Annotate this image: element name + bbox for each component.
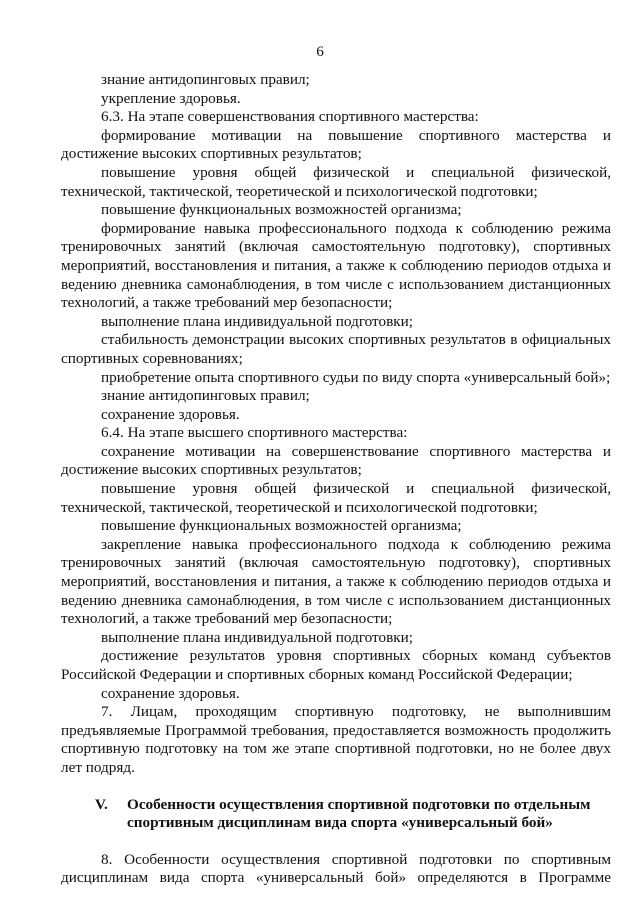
section-number: V. <box>95 795 108 813</box>
paragraph: знание антидопинговых правил; <box>101 71 310 88</box>
page-number: 6 <box>316 43 324 60</box>
paragraph: закрепление навыка профессионального подхода к соблюдению режима тренировочных занятий (включая самостоятельную подготовку), спортивных мероприятий, восстановления и питания, а также к соблюдению периодов отдыха и ведению дневника самонаблюдения, в том числе с использованием дистанционных технологий, а также требований мер безопасности; <box>61 535 611 628</box>
paragraph: повышение функциональных возможностей организма; <box>101 517 462 535</box>
paragraph: сохранение здоровья. <box>101 405 240 423</box>
paragraph: повышение уровня общей физической и специальной физической, технической, тактической, теоретической и психологической подготовки; <box>61 480 611 516</box>
paragraph: 6.3. На этапе совершенствования спортивного мастерства: <box>101 108 479 126</box>
paragraphs-before-section <box>61 71 611 778</box>
paragraph: 6.4. На этапе высшего спортивного мастерства: <box>101 424 408 442</box>
paragraph: выполнение плана индивидуальной подготовки; <box>101 312 413 330</box>
paragraph: стабильность демонстрации высоких спортивных результатов в официальных спортивных соревнованиях; <box>61 331 611 367</box>
paragraph: повышение уровня общей физической и специальной физической, технической, тактической, теоретической и психологической подготовки; <box>61 163 611 200</box>
paragraph: повышение функциональных возможностей организма; <box>101 201 462 219</box>
paragraph: 8. Особенности осуществления спортивной подготовки по спортивным дисциплинам вида спорта «универсальный бой» определяются в Программе <box>61 850 611 887</box>
paragraph: выполнение плана индивидуальной подготовки; <box>101 628 413 646</box>
paragraph: формирование навыка профессионального подхода к соблюдению режима тренировочных занятий (включая самостоятельную подготовку), спортивных мероприятий, восстановления и питания, а также к соблюдению периодов отдыха и ведению дневника самонаблюдения, в том числе с использованием дистанционных технологий, а также требований мер безопасности; <box>61 219 611 312</box>
section-heading <box>61 796 611 833</box>
paragraph: 7. Лицам, проходящим спортивную подготовку, не выполнившим предъявляемые Программой требования, предоставляется возможность продолжить спортивную подготовку на том же этапе спортивной подготовки, но не более двух лет подряд. <box>61 703 611 776</box>
paragraph: сохранение здоровья. <box>101 684 240 702</box>
paragraph: формирование мотивации на повышение спортивного мастерства и достижение высоких спортивных результатов; <box>61 126 611 163</box>
section-title-line-1: Особенности осуществления спортивной подготовки по отдельным <box>127 795 591 813</box>
section-title-line-2: спортивным дисциплинам вида спорта «универсальный бой» <box>127 814 553 832</box>
paragraph: достижение результатов уровня спортивных сборных команд субъектов Российской Федерации и спортивных сборных команд Российской Федерации; <box>61 647 611 683</box>
document-body <box>61 71 611 888</box>
paragraph: укрепление здоровья. <box>101 89 241 107</box>
paragraph: сохранение мотивации на совершенствование спортивного мастерства и достижение высоких спортивных результатов; <box>61 442 611 479</box>
paragraphs-after-section <box>61 851 611 888</box>
paragraph: знание антидопинговых правил; <box>101 387 310 405</box>
paragraph: приобретение опыта спортивного судьи по виду спорта «универсальный бой»; <box>101 368 611 386</box>
